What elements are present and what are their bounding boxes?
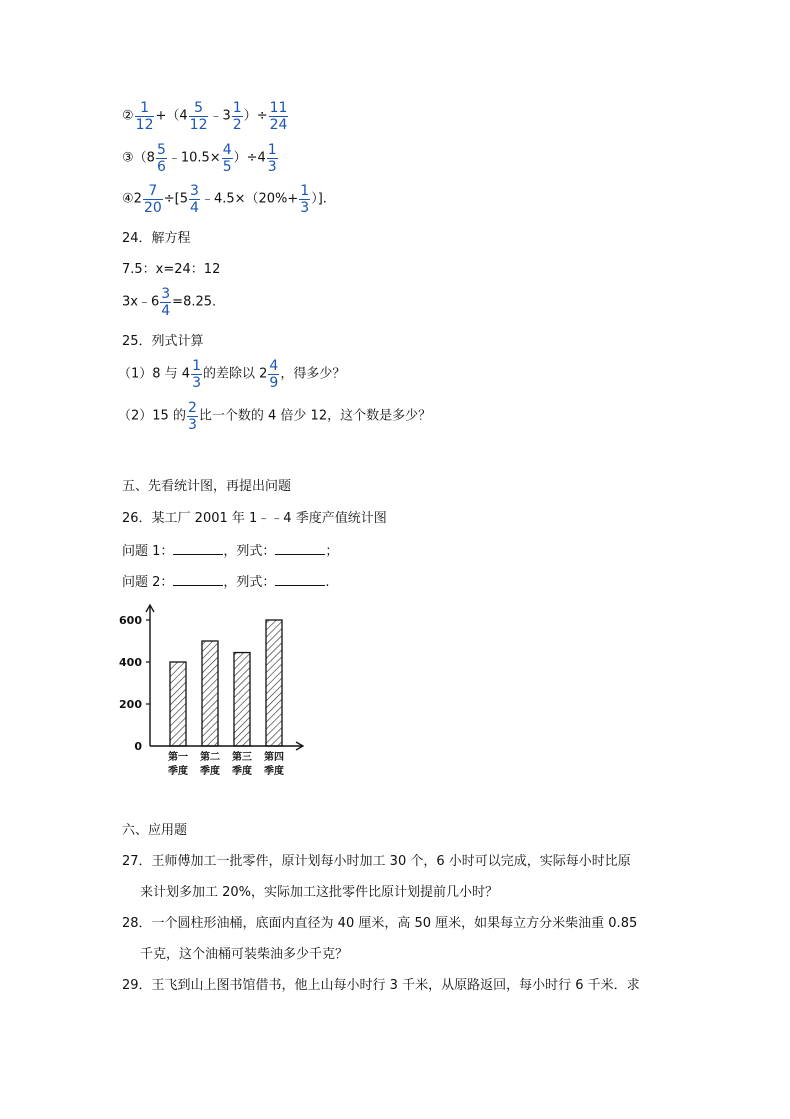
y-tick-label: 600 — [119, 614, 142, 627]
x-tick-label: 季度 — [232, 766, 252, 777]
fraction: $\frac{3}{4}$ — [161, 286, 171, 319]
q29-line1: 29．王飞到山上图书馆借书，他上山每小时行 3 千米，从原路返回，每小时行 6 千米．求 — [122, 978, 640, 993]
bar-chart — [112, 600, 312, 780]
q24-eq2: 3x﹣6 $\frac{3}{4}$ =8.25. — [122, 286, 217, 319]
answer-blank[interactable] — [173, 573, 223, 586]
y-tick-label: 0 — [134, 740, 142, 753]
q24-title: 24．解方程 — [122, 231, 191, 246]
q28-line2: 千克，这个油桶可装柴油多少千克？ — [140, 947, 349, 962]
bar — [234, 653, 250, 746]
x-tick-label: 季度 — [168, 766, 188, 777]
fraction: $\frac{5}{12}$ — [189, 100, 208, 133]
section6-title: 六、应用题 — [122, 823, 188, 838]
bar — [266, 620, 282, 746]
section5-title: 五、先看统计图，再提出问题 — [122, 479, 292, 494]
q26-question2: 问题 2： ，列式： . — [122, 575, 330, 590]
bar — [170, 662, 186, 746]
fraction: $\frac{2}{3}$ — [187, 400, 197, 433]
q27-line2: 来计划多加工 20%，实际加工这批零件比原计划提前几小时？ — [140, 885, 499, 900]
q28-line1: 28．一个圆柱形油桶，底面内直径为 40 厘米，高 50 厘米，如果每立方分米柴油重 0.85 — [122, 916, 638, 931]
answer-blank[interactable] — [275, 573, 325, 586]
q25-part1: （1）8 与 4 $\frac{1}{3}$ 的差除以 2 $\frac{4}{9}$ ，得多少？ — [118, 358, 346, 391]
q26-question1: 问题 1： ，列式： ； — [122, 544, 339, 559]
fraction: $\frac{1}{2}$ — [232, 100, 242, 133]
y-tick-label: 400 — [119, 656, 142, 669]
fraction: $\frac{5}{6}$ — [156, 142, 166, 175]
q27-line1: 27．王师傅加工一批零件，原计划每小时加工 30 个，6 小时可以完成，实际每小时比原 — [122, 854, 631, 869]
fraction: $\frac{1}{3}$ — [192, 358, 201, 391]
x-tick-label: 第三 — [232, 752, 252, 763]
q26-title: 26．某工厂 2001 年 1﹣﹣4 季度产值统计图 — [122, 511, 387, 526]
fraction: $\frac{7}{20}$ — [143, 183, 162, 216]
q24-eq1: 7.5：x=24：12 — [122, 262, 221, 277]
q23-item3: ③（8 $\frac{5}{6}$ ﹣10.5× $\frac{4}{5}$ ）÷4 $\frac{1}{3}$ — [122, 142, 277, 175]
fraction: $\frac{1}{12}$ — [135, 100, 154, 133]
x-tick-label: 季度 — [200, 766, 220, 777]
x-tick-label: 第四 — [264, 752, 284, 763]
q23-item2: ② $\frac{1}{12}$ +（4 $\frac{5}{12}$ ﹣3 $\frac{1}{2}$ ）÷ $\frac{11}{24}$ — [122, 100, 288, 133]
fraction: $\frac{4}{9}$ — [269, 358, 279, 391]
q25-part2: （2）15 的 $\frac{2}{3}$ 比一个数的 4 倍少 12，这个数是多少？ — [118, 400, 432, 433]
fraction: $\frac{4}{5}$ — [222, 142, 232, 175]
answer-blank[interactable] — [275, 542, 325, 555]
y-tick-label: 200 — [119, 698, 142, 711]
answer-blank[interactable] — [173, 542, 223, 555]
q25-title: 25．列式计算 — [122, 334, 204, 349]
bar — [202, 641, 218, 746]
fraction: $\frac{3}{4}$ — [190, 183, 199, 216]
fraction: $\frac{11}{24}$ — [269, 100, 288, 133]
q23-item4: ④2 $\frac{7}{20}$ ÷[5 $\frac{3}{4}$ ﹣4.5×（20%+ $\frac{1}{3}$ ）]. — [122, 183, 327, 216]
x-tick-label: 第二 — [200, 752, 220, 763]
x-tick-label: 第一 — [168, 752, 188, 763]
fraction: $\frac{1}{3}$ — [300, 183, 310, 216]
fraction: $\frac{1}{3}$ — [267, 142, 277, 175]
item-marker: ② — [122, 108, 134, 124]
x-tick-label: 季度 — [264, 766, 284, 777]
